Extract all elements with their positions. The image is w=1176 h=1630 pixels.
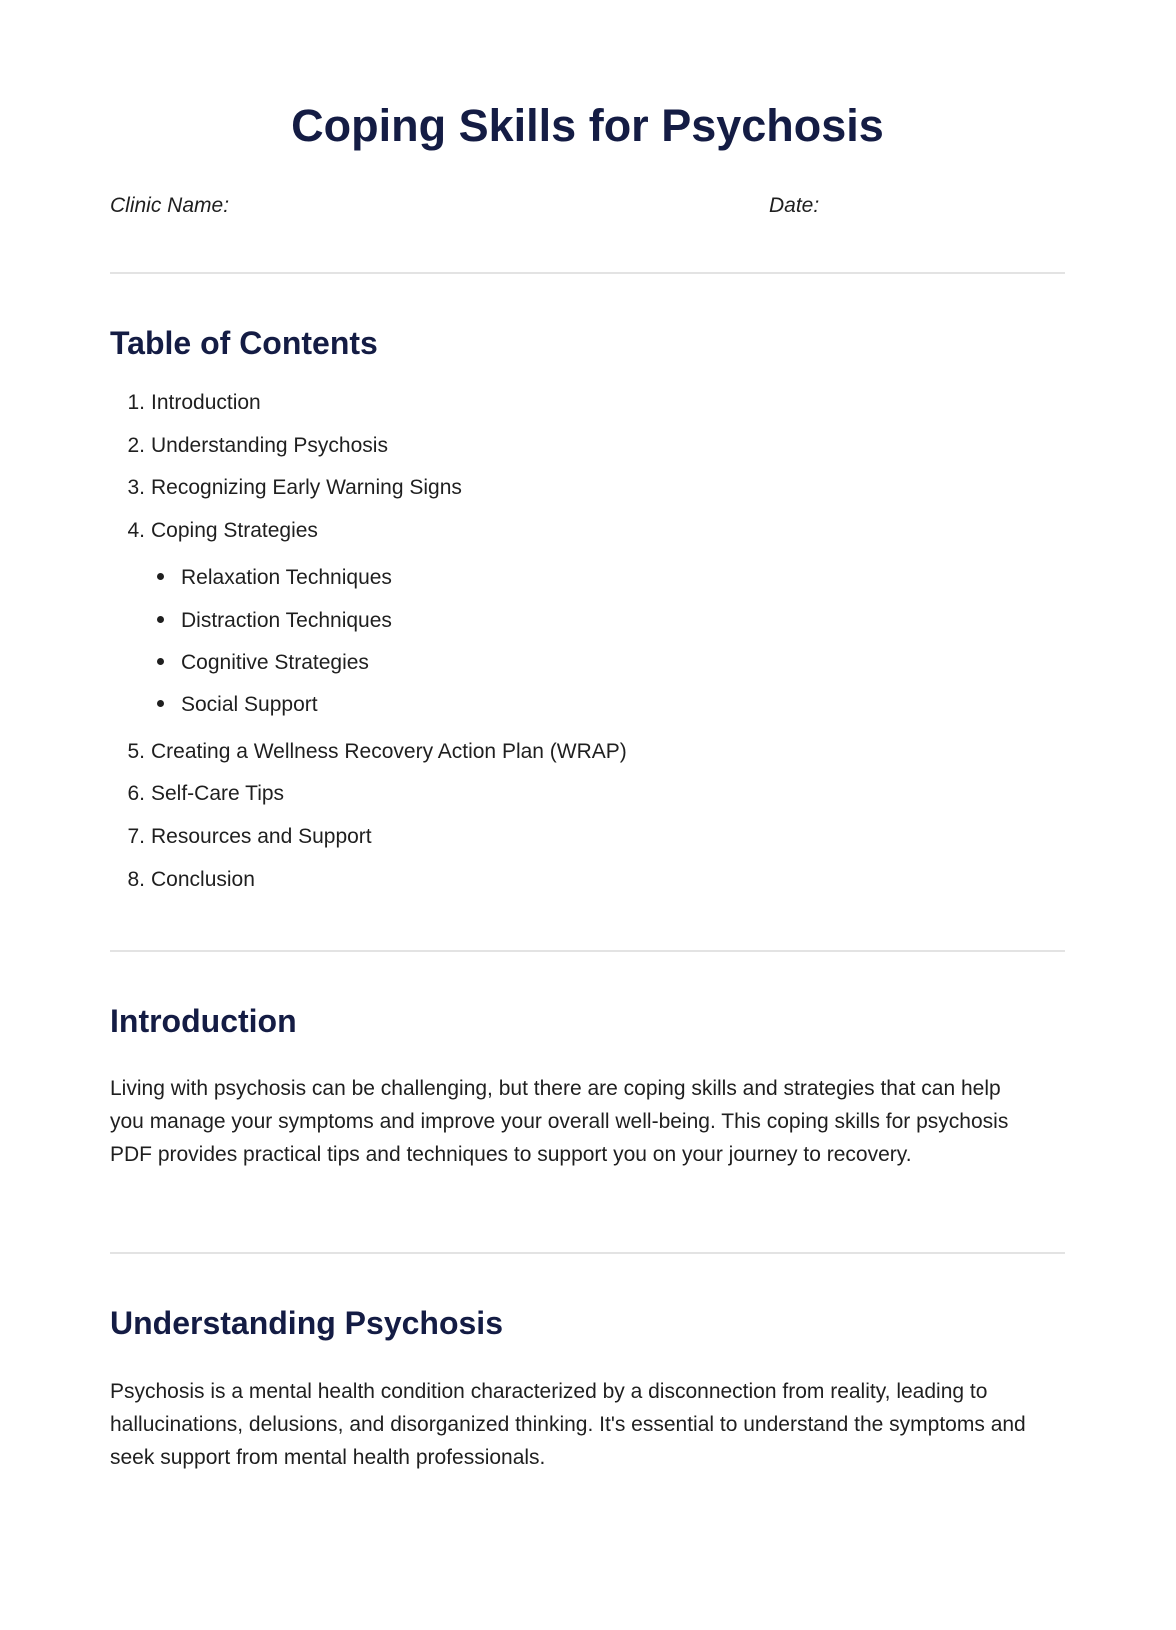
toc-item-label: Coping Strategies bbox=[151, 519, 318, 542]
divider bbox=[110, 272, 1065, 274]
toc-item-coping-strategies bbox=[110, 519, 318, 543]
toc-item-number: 1. bbox=[127, 391, 145, 414]
bullet-icon bbox=[157, 700, 164, 707]
understanding-heading: Understanding Psychosis bbox=[110, 1305, 503, 1341]
toc-item-label: Self-Care Tips bbox=[151, 782, 285, 805]
understanding-body: Psychosis is a mental health condition characterized by a disconnection from reality, leading to hallucinations, delusions, and disorganized thinking. It's essential to understand the symptoms and seek support from mental health professionals. bbox=[110, 1380, 1026, 1469]
introduction-body: Living with psychosis can be challenging, but there are coping skills and strategies that can help you manage your symptoms and improve your overall well-being. This coping skills for psychosis PDF provides practical tips and techniques to support you on your journey to recovery. bbox=[110, 1077, 1009, 1166]
toc-item-label: Introduction bbox=[151, 391, 261, 414]
toc-item-number: 7. bbox=[127, 825, 145, 848]
toc-item-number: 3. bbox=[127, 476, 145, 499]
divider bbox=[110, 1252, 1065, 1254]
toc-subitem-label: Cognitive Strategies bbox=[181, 651, 369, 674]
toc-subitem-distraction bbox=[157, 609, 392, 633]
toc-item-number: 4. bbox=[127, 519, 145, 542]
toc-item-early-warning-signs bbox=[110, 476, 462, 500]
document-title: Coping Skills for Psychosis bbox=[291, 100, 884, 151]
toc-item-number: 5. bbox=[127, 740, 145, 763]
toc-subitem-relaxation bbox=[157, 566, 392, 590]
toc-subitem-label: Distraction Techniques bbox=[181, 609, 392, 632]
toc-item-number: 6. bbox=[127, 782, 145, 805]
toc-subitem-label: Social Support bbox=[181, 693, 318, 716]
toc-item-understanding-psychosis bbox=[110, 434, 388, 458]
toc-item-label: Understanding Psychosis bbox=[151, 434, 388, 457]
bullet-icon bbox=[157, 658, 164, 665]
toc-subitem-social-support bbox=[157, 693, 318, 717]
toc-item-self-care bbox=[110, 782, 284, 806]
toc-heading: Table of Contents bbox=[110, 325, 378, 361]
toc-item-number: 8. bbox=[127, 868, 145, 891]
introduction-heading: Introduction bbox=[110, 1003, 297, 1039]
toc-item-label: Resources and Support bbox=[151, 825, 372, 848]
toc-item-label: Recognizing Early Warning Signs bbox=[151, 476, 462, 499]
toc-item-introduction bbox=[110, 391, 261, 415]
clinic-name-label: Clinic Name: bbox=[110, 194, 230, 217]
toc-item-wrap bbox=[110, 740, 627, 764]
toc-subitem-label: Relaxation Techniques bbox=[181, 566, 392, 589]
toc-item-conclusion bbox=[110, 868, 255, 892]
toc-item-label: Conclusion bbox=[151, 868, 255, 891]
toc-item-label: Creating a Wellness Recovery Action Plan (WRAP) bbox=[151, 740, 627, 763]
divider bbox=[110, 950, 1065, 952]
toc-item-resources bbox=[110, 825, 372, 849]
date-label: Date: bbox=[769, 194, 820, 217]
bullet-icon bbox=[157, 616, 164, 623]
toc-item-number: 2. bbox=[127, 434, 145, 457]
bullet-icon bbox=[157, 573, 164, 580]
toc-subitem-cognitive bbox=[157, 651, 369, 675]
